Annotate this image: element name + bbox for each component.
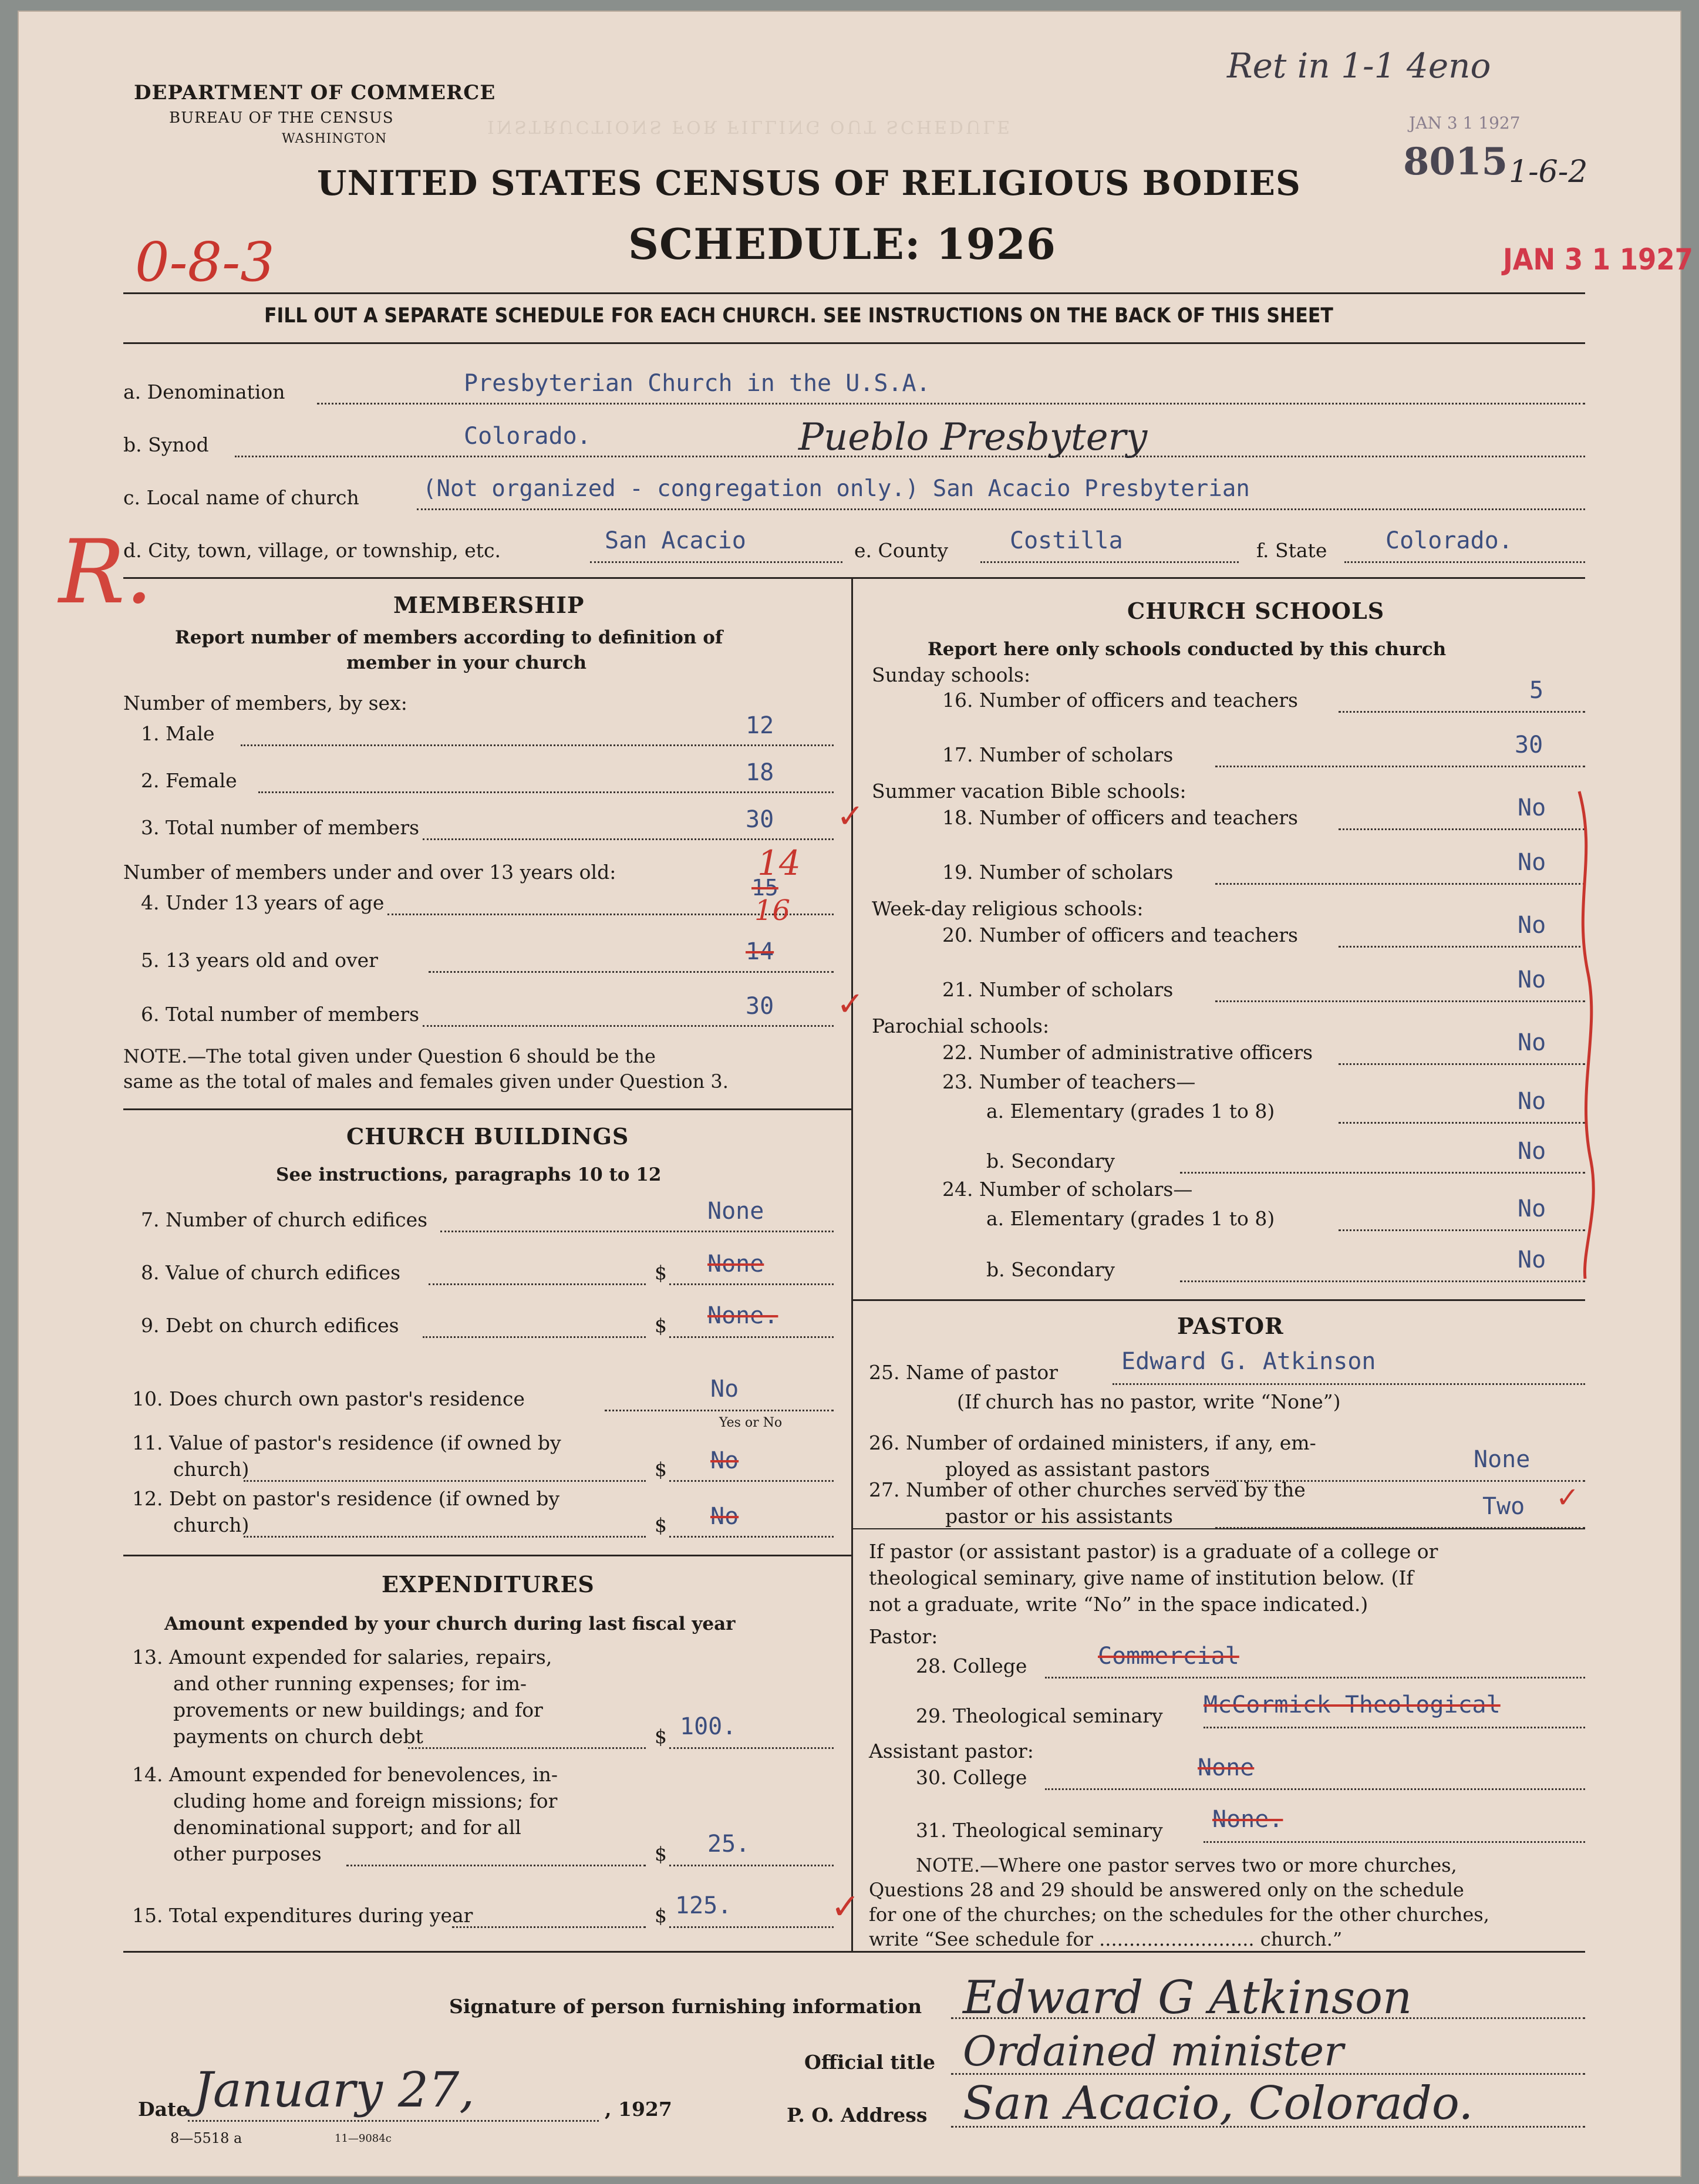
file-number: 8015 (1403, 140, 1508, 184)
q21-label: 21. Number of scholars (942, 978, 1174, 1001)
city-value: San Acacio (605, 527, 746, 554)
q11-label-1: 11. Value of pastor's residence (if owned by (132, 1431, 561, 1454)
q10-line (605, 1410, 834, 1411)
q25-line (1113, 1383, 1585, 1385)
q10-value: No (710, 1376, 739, 1403)
q18-line (1339, 828, 1585, 830)
q11-value: No (710, 1447, 739, 1474)
q7-line (440, 1231, 834, 1232)
buildings-sub: See instructions, paragraphs 10 to 12 (276, 1164, 662, 1185)
graduation-note-1: If pastor (or assistant pastor) is a graduate of a college or (869, 1540, 1438, 1563)
q12-label-2: church) (173, 1514, 250, 1536)
census-schedule-sheet (18, 11, 1693, 2177)
q3-label: 3. Total number of members (141, 816, 420, 839)
q31-line (1204, 1841, 1585, 1843)
q8-value: None (707, 1251, 764, 1278)
q15-value: 125. (675, 1892, 732, 1919)
q13-value: 100. (680, 1713, 737, 1740)
parochial-schools-label: Parochial schools: (872, 1015, 1050, 1037)
expenditures-sub: Amount expended by your church during last fiscal year (164, 1613, 736, 1634)
q17-label: 17. Number of scholars (942, 743, 1174, 766)
po-address-value: San Acacio, Colorado. (963, 2077, 1474, 2130)
red-bracket-mark (1567, 786, 1603, 1285)
received-date-stamp: JAN 3 1 1927 (1503, 242, 1693, 277)
q28-line (1045, 1677, 1585, 1679)
q14-label-4: other purposes (173, 1842, 322, 1865)
q17-value: 30 (1515, 732, 1543, 759)
date-value: January 27, (194, 2062, 475, 2118)
membership-sub-2: member in your church (346, 652, 587, 673)
q19-line (1215, 883, 1585, 885)
church-name-value: (Not organized - congregation only.) San Acacio Presbyterian (423, 476, 1250, 502)
rule-above-buildings (123, 1108, 851, 1110)
pastor-note-1: NOTE.—Where one pastor serves two or more churches, (916, 1854, 1457, 1876)
q11-dollar: $ (655, 1458, 667, 1481)
q11-amount-line (669, 1480, 834, 1482)
schedule-title: SCHEDULE: 1926 (628, 219, 1056, 269)
q5-label: 5. 13 years old and over (141, 949, 378, 972)
q20-line (1339, 946, 1585, 948)
q11-line (244, 1480, 646, 1482)
q13-label-4: payments on church debt (173, 1725, 423, 1748)
q19-value: No (1518, 849, 1546, 876)
denomination-label: a. Denomination (123, 380, 285, 403)
q13-amount-line (669, 1747, 834, 1749)
rule-bottom-columns (123, 1951, 1585, 1953)
denomination-value: Presbyterian Church in the U.S.A. (464, 370, 931, 397)
membership-heading: MEMBERSHIP (393, 592, 585, 618)
q24b-line (1180, 1280, 1585, 1282)
q12-value: No (710, 1503, 739, 1530)
q23a-line (1339, 1122, 1585, 1124)
summer-schools-label: Summer vacation Bible schools: (872, 780, 1186, 803)
rule-top (123, 292, 1585, 294)
q28-value: Commercial (1098, 1643, 1239, 1670)
q27-value: Two (1482, 1493, 1525, 1520)
q8-dollar: $ (655, 1261, 667, 1284)
small-date-stamp: JAN 3 1 1927 (1409, 113, 1521, 133)
q16-value: 5 (1529, 677, 1544, 704)
q1-label: 1. Male (141, 722, 215, 745)
q24-label: 24. Number of scholars— (942, 1178, 1193, 1201)
q20-value: No (1518, 912, 1546, 939)
q6-label: 6. Total number of members (141, 1003, 420, 1026)
po-address-label: P. O. Address (787, 2104, 928, 2126)
q23a-label: a. Elementary (grades 1 to 8) (986, 1100, 1275, 1123)
church-name-line (417, 508, 1585, 510)
q8-line (429, 1283, 646, 1285)
q12-dollar: $ (655, 1514, 667, 1536)
q31-value: None. (1212, 1806, 1283, 1833)
q11-label-2: church) (173, 1458, 250, 1481)
q12-label-1: 12. Debt on pastor's residence (if owned by (132, 1487, 560, 1510)
q23b-label: b. Secondary (986, 1150, 1115, 1172)
q24a-line (1339, 1229, 1585, 1231)
church-name-label: c. Local name of church (123, 486, 359, 509)
yes-or-no-hint: Yes or No (719, 1415, 783, 1430)
rule-above-expenditures (123, 1555, 851, 1556)
city-line (590, 561, 842, 563)
state-label: f. State (1256, 539, 1327, 562)
pastor-note-3: for one of the churches; on the schedules for the other churches, (869, 1903, 1489, 1926)
pastor-heading: PASTOR (1177, 1313, 1284, 1339)
q8-label: 8. Value of church edifices (141, 1261, 401, 1284)
file-suffix: 1-6-2 (1509, 154, 1588, 190)
signature-value: Edward G Atkinson (963, 1971, 1413, 2024)
pastor-subhead: Pastor: (869, 1625, 938, 1648)
q14-value: 25. (707, 1831, 750, 1858)
column-divider (851, 577, 853, 1951)
q24b-label: b. Secondary (986, 1258, 1115, 1281)
q6-check-mark: ✓ (837, 985, 864, 1023)
q9-dollar: $ (655, 1314, 667, 1337)
assistant-pastor-subhead: Assistant pastor: (869, 1740, 1034, 1762)
q14-label-3: denominational support; and for all (173, 1816, 521, 1839)
margin-mark: R. (59, 521, 153, 623)
county-label: e. County (854, 539, 949, 562)
q26-value: None (1474, 1446, 1531, 1473)
q25-value: Edward G. Atkinson (1121, 1348, 1376, 1375)
date-year: , 1927 (605, 2098, 672, 2121)
page-title: UNITED STATES CENSUS OF RELIGIOUS BODIES (317, 163, 1301, 203)
official-title-label: Official title (804, 2051, 935, 2074)
q15-amount-line (669, 1926, 834, 1928)
q30-line (1045, 1788, 1585, 1790)
form-number: 8—5518 a (170, 2130, 242, 2146)
q14-line (346, 1865, 646, 1866)
q26-label-1: 26. Number of ordained ministers, if any, em- (869, 1431, 1316, 1454)
q27-check-mark: ✓ (1556, 1481, 1580, 1514)
q13-label-2: and other running expenses; for im- (173, 1672, 527, 1695)
weekday-schools-label: Week-day religious schools: (872, 897, 1144, 920)
q16-line (1339, 711, 1585, 713)
q27-label-1: 27. Number of other churches served by the (869, 1478, 1306, 1501)
q9-label: 9. Debt on church edifices (141, 1314, 399, 1337)
q30-label: 30. College (916, 1766, 1027, 1789)
q23b-line (1180, 1172, 1585, 1174)
print-number: 11—9084c (335, 2132, 392, 2145)
return-note: Ret in 1-1 4eno (1227, 46, 1491, 86)
q2-label: 2. Female (141, 769, 237, 792)
q12-amount-line (669, 1536, 834, 1538)
pastor-note-4: write “See schedule for .......................... church.” (869, 1928, 1343, 1950)
q2-line (258, 791, 834, 793)
q9-value: None. (707, 1302, 778, 1329)
sunday-schools-label: Sunday schools: (872, 663, 1031, 686)
q13-label-3: provements or new buildings; and for (173, 1698, 543, 1721)
membership-sub-1: Report number of members according to definition of (175, 627, 723, 648)
graduation-note-3: not a graduate, write “No” in the space indicated.) (869, 1593, 1368, 1616)
state-line (1344, 561, 1585, 563)
q8-amount-line (669, 1283, 834, 1285)
q17-line (1215, 766, 1585, 767)
department-heading: DEPARTMENT OF COMMERCE (134, 81, 496, 105)
synod-value: Colorado. (464, 423, 591, 450)
date-line (188, 2120, 599, 2122)
official-title-value: Ordained minister (963, 2027, 1344, 2075)
q4-struck-value: 15 (751, 875, 778, 901)
q19-label: 19. Number of scholars (942, 861, 1174, 884)
q28-label: 28. College (916, 1654, 1027, 1677)
q15-line (452, 1926, 646, 1928)
q2-value: 18 (746, 759, 774, 786)
q1-value: 12 (746, 712, 774, 739)
rule-above-pastor (851, 1299, 1585, 1301)
q1-line (241, 744, 834, 746)
q12-line (244, 1536, 646, 1538)
schools-sub: Report here only schools conducted by this church (928, 639, 1447, 660)
q13-line (408, 1747, 646, 1749)
q4-label: 4. Under 13 years of age (141, 891, 385, 914)
q15-check-mark: ✓ (831, 1886, 861, 1927)
q6-value: 30 (746, 993, 774, 1020)
q4-corrected-value: 14 (757, 843, 801, 883)
signature-label: Signature of person furnishing information (449, 1995, 922, 2018)
presbytery-handwritten: Pueblo Presbytery (798, 416, 1148, 459)
q4-value: 16 (754, 894, 791, 927)
bureau-heading: BUREAU OF THE CENSUS (169, 109, 394, 127)
q24a-label: a. Elementary (grades 1 to 8) (986, 1207, 1275, 1230)
q23b-value: No (1518, 1138, 1546, 1165)
q14-label-1: 14. Amount expended for benevolences, in- (132, 1763, 558, 1786)
q18-label: 18. Number of officers and teachers (942, 806, 1298, 829)
q13-dollar: $ (655, 1725, 667, 1748)
date-label: Date (138, 2098, 189, 2121)
age-breakdown-label: Number of members under and over 13 years old: (123, 861, 616, 884)
membership-note-1: NOTE.—The total given under Question 6 should be the (123, 1045, 656, 1067)
q6-line (423, 1025, 834, 1027)
q30-value: None (1198, 1754, 1255, 1781)
members-by-sex-label: Number of members, by sex: (123, 692, 407, 714)
q23a-value: No (1518, 1088, 1546, 1115)
q25-label: 25. Name of pastor (869, 1361, 1058, 1384)
q21-line (1215, 1000, 1585, 1002)
q14-amount-line (669, 1865, 834, 1866)
q22-line (1339, 1063, 1585, 1065)
denomination-line (317, 403, 1585, 405)
q29-label: 29. Theological seminary (916, 1704, 1163, 1727)
county-value: Costilla (1010, 527, 1123, 554)
q24b-value: No (1518, 1246, 1546, 1273)
q16-label: 16. Number of officers and teachers (942, 689, 1298, 712)
q9-line (423, 1336, 646, 1338)
q3-check-mark: ✓ (837, 797, 864, 835)
county-line (980, 561, 1239, 563)
city-label: d. City, town, village, or township, etc. (123, 539, 501, 562)
instructions-line: FILL OUT A SEPARATE SCHEDULE FOR EACH CHURCH. SEE INSTRUCTIONS ON THE BACK OF THIS SHEET (264, 304, 1333, 328)
membership-note-2: same as the total of males and females given under Question 3. (123, 1070, 729, 1093)
q9-amount-line (669, 1336, 834, 1338)
q27-label-2: pastor or his assistants (945, 1505, 1173, 1528)
q7-label: 7. Number of church edifices (141, 1208, 428, 1231)
q10-label: 10. Does church own pastor's residence (132, 1387, 525, 1410)
rule-above-columns (123, 577, 1585, 579)
q26-label-2: ployed as assistant pastors (945, 1458, 1210, 1481)
q18-value: No (1518, 794, 1546, 821)
q23-label: 23. Number of teachers— (942, 1070, 1196, 1093)
graduation-note-2: theological seminary, give name of institution below. (If (869, 1566, 1414, 1589)
q3-value: 30 (746, 806, 774, 833)
q3-line (423, 838, 834, 840)
rule-above-graduation (851, 1528, 1585, 1529)
q15-label: 15. Total expenditures during year (132, 1904, 473, 1927)
q24a-value: No (1518, 1195, 1546, 1222)
expenditures-heading: EXPENDITURES (382, 1571, 595, 1597)
q15-dollar: $ (655, 1904, 667, 1927)
q29-line (1204, 1727, 1585, 1728)
q14-dollar: $ (655, 1842, 667, 1865)
buildings-heading: CHURCH BUILDINGS (346, 1123, 629, 1150)
q25-note: (If church has no pastor, write “None”) (957, 1390, 1341, 1413)
state-value: Colorado. (1386, 527, 1513, 554)
q14-label-2: cluding home and foreign missions; for (173, 1789, 558, 1812)
bleed-through-text: INSTRUCTIONS FOR FILLING OUT SCHEDULE (487, 116, 1013, 137)
q20-label: 20. Number of officers and teachers (942, 924, 1298, 946)
q22-value: No (1518, 1029, 1546, 1056)
q5-value: 14 (746, 938, 774, 965)
q7-value: None (707, 1198, 764, 1225)
q21-value: No (1518, 966, 1546, 993)
schools-heading: CHURCH SCHOOLS (1127, 598, 1385, 624)
code-number: 0-8-3 (135, 231, 275, 294)
q29-value: McCormick Theological (1204, 1691, 1501, 1718)
q13-label-1: 13. Amount expended for salaries, repairs, (132, 1646, 552, 1669)
washington-heading: WASHINGTON (282, 132, 387, 146)
q31-label: 31. Theological seminary (916, 1819, 1163, 1842)
synod-label: b. Synod (123, 433, 209, 456)
q22-label: 22. Number of administrative officers (942, 1041, 1313, 1064)
rule-under-instructions (123, 342, 1585, 344)
pastor-note-2: Questions 28 and 29 should be answered only on the schedule (869, 1879, 1464, 1901)
q5-line (429, 971, 834, 973)
